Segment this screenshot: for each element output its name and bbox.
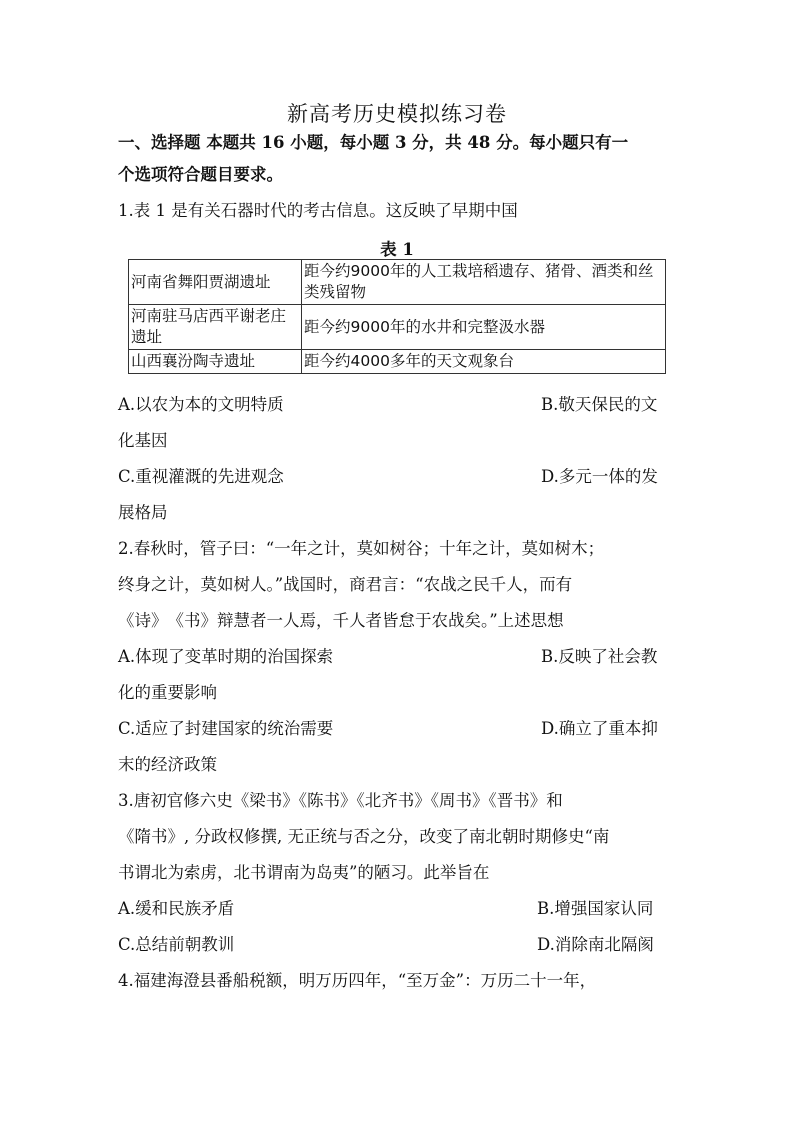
table-row (129, 350, 666, 374)
q1-option-d[interactable]: D.多元一体的发 (541, 467, 658, 486)
q4-stem-line-1: 4.福建海澄县番船税额，明万历四年，“至万金”：万历二十一年， (118, 971, 597, 990)
page-title: 新高考历史模拟练习卷 (287, 102, 507, 126)
q2-stem-line-3: 《诗》 《书》辩慧者一人焉，千人者皆怠于农战矣。”上述思想 (118, 611, 564, 630)
q2-stem-line-1: 2.春秋时，管子曰：“一年之计，莫如树谷；十年之计，莫如树木； (118, 539, 605, 558)
q3-option-a[interactable]: A.缓和民族矛盾 (118, 899, 235, 918)
q3-stem-line-3: 书谓北为索虏，北书谓南为岛夷”的陋习。此举旨在 (118, 863, 490, 882)
q3-stem-line-1: 3.唐初官修六史《梁书》《陈书》《北齐书》《周书》《晋书》和 (118, 791, 563, 810)
table-cell-info: 距今约4000多年的天文观象台 (302, 350, 666, 374)
table-row (129, 260, 666, 305)
archaeology-table (128, 259, 666, 374)
q1-option-d-continued: 展格局 (118, 503, 168, 522)
q2-stem-line-2: 终身之计，莫如树人。”战国时，商君言：“农战之民千人，而有 (118, 575, 573, 594)
table-cell-site: 河南省舞阳贾湖遗址 (129, 260, 302, 305)
table-cell-site: 山西襄汾陶寺遗址 (129, 350, 302, 374)
q1-option-b[interactable]: B.敬天保民的文 (541, 395, 658, 414)
q3-option-c[interactable]: C.总结前朝教训 (118, 935, 235, 954)
table-cell-info: 距今约9000年的人工栽培稻遗存、猪骨、酒类和丝类残留物 (302, 260, 666, 305)
section-instruction-line-1: 一、选择题 本题共 16 小题，每小题 3 分，共 48 分。每小题只有一 (118, 133, 629, 152)
q2-option-b[interactable]: B.反映了社会教 (541, 647, 658, 666)
q1-option-b-continued: 化基因 (118, 431, 168, 450)
table-cell-site: 河南驻马店西平谢老庄遗址 (129, 305, 302, 350)
q1-option-a[interactable]: A.以农为本的文明特质 (118, 395, 284, 414)
table-caption: 表 1 (380, 240, 414, 259)
q3-option-d[interactable]: D.消除南北隔阂 (537, 935, 654, 954)
q2-option-d-continued: 末的经济政策 (118, 755, 217, 774)
section-instruction-line-2: 个选项符合题目要求。 (118, 165, 283, 184)
q2-option-d[interactable]: D.确立了重本抑 (541, 719, 658, 738)
q3-option-b[interactable]: B.增强国家认同 (537, 899, 654, 918)
q1-stem: 1.表 1 是有关石器时代的考古信息。这反映了早期中国 (118, 201, 518, 220)
q2-option-a[interactable]: A.体现了变革时期的治国探索 (118, 647, 334, 666)
table-row (129, 305, 666, 350)
q1-option-c[interactable]: C.重视灌溉的先进观念 (118, 467, 284, 486)
q2-option-c[interactable]: C.适应了封建国家的统治需要 (118, 719, 334, 738)
q2-option-b-continued: 化的重要影响 (118, 683, 217, 702)
q3-stem-line-2: 《隋书》, 分政权修撰, 无正统与否之分，改变了南北朝时期修史“南 (118, 827, 610, 846)
table-cell-info: 距今约9000年的水井和完整汲水器 (302, 305, 666, 350)
